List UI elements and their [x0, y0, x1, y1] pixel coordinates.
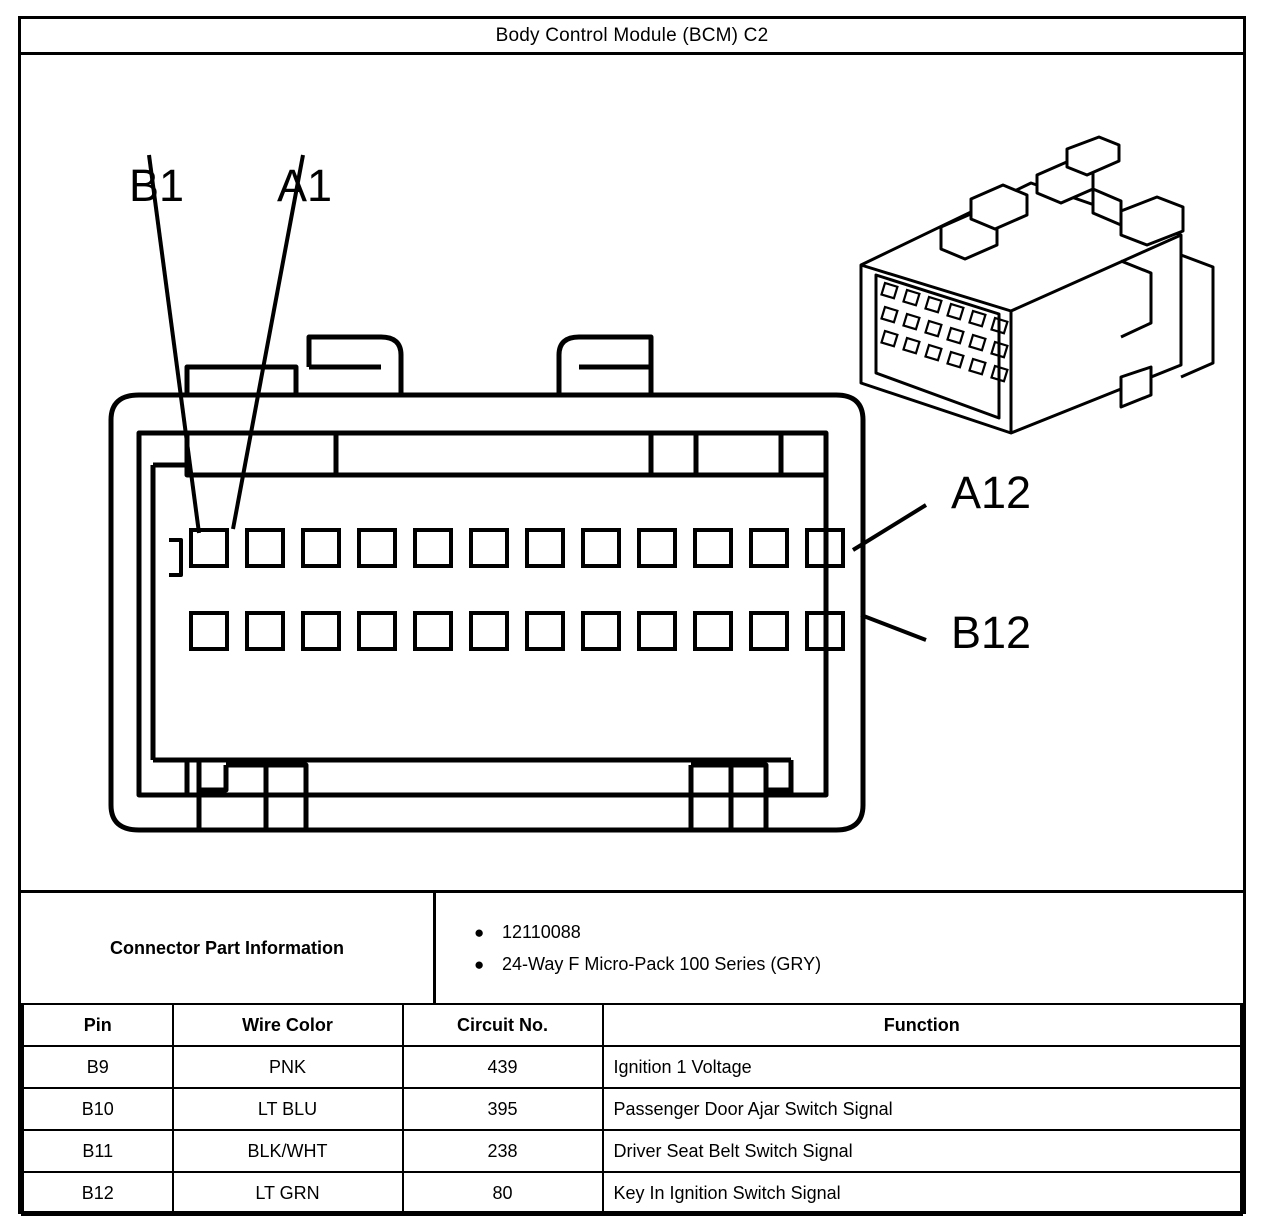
bullet-icon: ● — [474, 954, 485, 974]
cell-circuit-no: 395 — [403, 1088, 603, 1130]
connector-part-information-label: Connector Part Information — [21, 893, 436, 1003]
column-header-pin: Pin — [23, 1004, 173, 1046]
connector-part-information-values — [436, 893, 1243, 1003]
part-number: 12110088 — [502, 921, 581, 942]
list-item — [474, 922, 1243, 943]
label-a12: A12 — [951, 467, 1032, 518]
table-row — [23, 1130, 1242, 1172]
part-description: 24-Way F Micro-Pack 100 Series (GRY) — [502, 953, 822, 974]
connector-front-view-icon — [91, 325, 911, 885]
connector-diagram — [21, 55, 1243, 890]
cell-function: Passenger Door Ajar Switch Signal — [603, 1088, 1242, 1130]
cell-function: Ignition 1 Voltage — [603, 1046, 1242, 1088]
page-title-bar — [21, 19, 1243, 55]
table-row — [23, 1088, 1242, 1130]
label-b1: B1 — [129, 160, 185, 211]
cell-circuit-no: 238 — [403, 1130, 603, 1172]
cell-function: Key In Ignition Switch Signal — [603, 1172, 1242, 1215]
cell-wire-color: BLK/WHT — [173, 1130, 403, 1172]
column-header-wire-color: Wire Color — [173, 1004, 403, 1046]
cell-circuit-no: 80 — [403, 1172, 603, 1215]
table-row — [23, 1172, 1242, 1215]
cell-wire-color: LT BLU — [173, 1088, 403, 1130]
pin-table — [21, 1003, 1243, 1216]
cell-pin: B9 — [23, 1046, 173, 1088]
cell-circuit-no: 439 — [403, 1046, 603, 1088]
table-header-row — [23, 1004, 1242, 1046]
column-header-function: Function — [603, 1004, 1242, 1046]
bullet-icon: ● — [474, 922, 485, 942]
connector-part-information — [21, 890, 1243, 1003]
cell-wire-color: LT GRN — [173, 1172, 403, 1215]
cell-function: Driver Seat Belt Switch Signal — [603, 1130, 1242, 1172]
cell-pin: B11 — [23, 1130, 173, 1172]
cell-wire-color: PNK — [173, 1046, 403, 1088]
label-a1: A1 — [277, 160, 333, 211]
table-row — [23, 1046, 1242, 1088]
cell-pin: B10 — [23, 1088, 173, 1130]
list-item — [474, 954, 1243, 975]
cell-pin: B12 — [23, 1172, 173, 1215]
page-title: Body Control Module (BCM) C2 — [495, 24, 769, 46]
column-header-circuit-no: Circuit No. — [403, 1004, 603, 1046]
label-b12: B12 — [951, 607, 1032, 658]
